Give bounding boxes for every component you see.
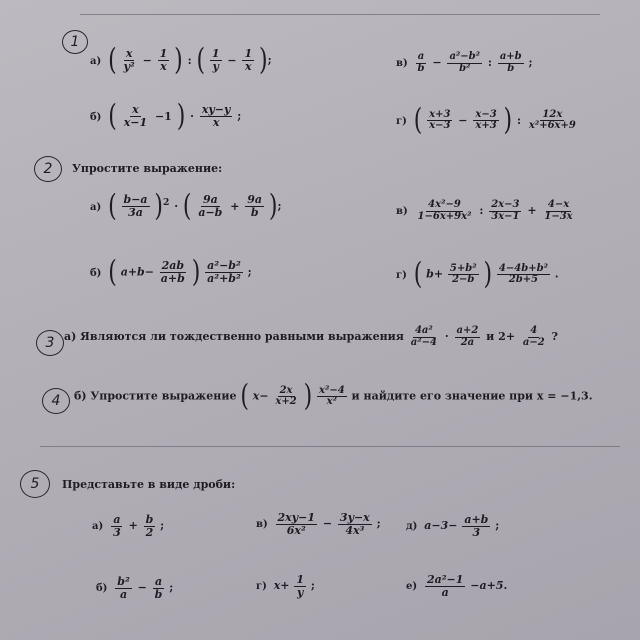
task-1v: в) $\frac{a}{b}$ − $\frac{\text{a²−b²}}{\text{b²}}$ : $\frac{a+b}{b}$ ; bbox=[396, 51, 533, 74]
task-5g: г) x+ $\frac{1}{y}$ ; bbox=[256, 573, 315, 599]
task-2g-label: г) bbox=[396, 269, 407, 281]
task-5a-label: а) bbox=[92, 521, 104, 533]
task-4-text: б) Упростите выражение bbox=[74, 389, 237, 403]
task-1-number: 1 bbox=[62, 30, 88, 54]
task-5d: д) a−3− $\frac{a+b}{3}$ ; bbox=[406, 513, 500, 539]
task-5e-label: е) bbox=[406, 581, 418, 593]
task-5b-label: б) bbox=[96, 583, 108, 595]
task-2b-label: б) bbox=[90, 267, 102, 279]
task-2g: г) ( b+ $\frac{\text{5+b²}}{2-b}$ ) $\frac{\text{4−4b+b²}}{2b+5}$ . bbox=[396, 257, 559, 292]
task-5d-label: д) bbox=[406, 521, 418, 533]
task-4-tail: и найдите его значение при x = −1,3. bbox=[351, 389, 593, 403]
task-2v-label: в) bbox=[396, 206, 408, 217]
task-4-number: 4 bbox=[42, 388, 70, 414]
task-5b: б) $\frac{\text{b²}}{a}$ − $\frac{a}{b}$ ; bbox=[96, 575, 174, 601]
task-4: б) Упростите выражение ( x− $\frac{2x}{x+2}$ ) $\frac{\text{x²−4}}{\text{x²}}$ и найдите его значение при x = −1,3. bbox=[74, 379, 593, 414]
task-2a-label: а) bbox=[90, 201, 102, 213]
task-3-number: 3 bbox=[36, 330, 64, 356]
task-2a: а) ( $\frac{b-a}{3a}$ )$^2$ · ( $\frac{9a}{a-b}$ + $\frac{9a}{b}$ ); bbox=[90, 189, 282, 224]
task-5v: в) $\frac{2xy-1}{\text{6x²}}$ − $\frac{3y-x}{\text{4x³}}$ ; bbox=[256, 511, 381, 537]
task-1b-label: б) bbox=[90, 111, 102, 123]
middle-divider bbox=[40, 446, 620, 447]
task-3: а) Являются ли тождественно равными выражения $\frac{\text{4a²}}{\text{a²−4}}$ · $\frac{a+2}{2a}$ и 2+ $\frac{4}{a-2}$ ? bbox=[64, 325, 558, 348]
task-1g-label: г) bbox=[396, 115, 407, 127]
task-1a-label: а) bbox=[90, 55, 102, 67]
task-2-title: Упростите выражение: bbox=[72, 162, 223, 175]
task-5g-label: г) bbox=[256, 581, 267, 593]
task-5e: е) $\frac{\text{2a²−1}}{a}$ −a+5. bbox=[406, 573, 508, 599]
task-5v-label: в) bbox=[256, 519, 268, 531]
task-5-title: Представьте в виде дроби: bbox=[62, 478, 236, 491]
task-1g: г) ( $\frac{x+3}{x-3}$ − $\frac{x-3}{x+3}$ ) : $\frac{12x}{\text{x²+6x+9}}$ bbox=[396, 103, 576, 138]
task-2-number: 2 bbox=[34, 156, 62, 182]
task-1v-label: в) bbox=[396, 58, 408, 69]
task-1b: б) ( $\frac{x}{x-1}$ −1 ) · $\frac{xy-y}{x}$ ; bbox=[90, 99, 242, 134]
task-5-number: 5 bbox=[20, 470, 50, 498]
task-3-text: а) Являются ли тождественно равными выражения bbox=[64, 330, 404, 343]
task-5a: а) $\frac{a}{3}$ + $\frac{b}{2}$ ; bbox=[92, 513, 165, 539]
task-2v: в) $\frac{\text{4x²−9}}{\text{1−6x+9x²}}$ : $\frac{2x-3}{3x-1}$ + $\frac{4-x}{1-3x}$ bbox=[396, 199, 573, 222]
task-2b: б) ( a+b− $\frac{2ab}{a+b}$ ) $\frac{\text{a²−b²}}{\text{a²+b²}}$ ; bbox=[90, 255, 252, 290]
top-divider bbox=[80, 14, 600, 15]
task-1a: а) ( $\frac{x}{\text{y²}}$ − $\frac{1}{x}$ ) : ( $\frac{1}{y}$ − $\frac{1}{x}$ ); bbox=[90, 43, 272, 78]
